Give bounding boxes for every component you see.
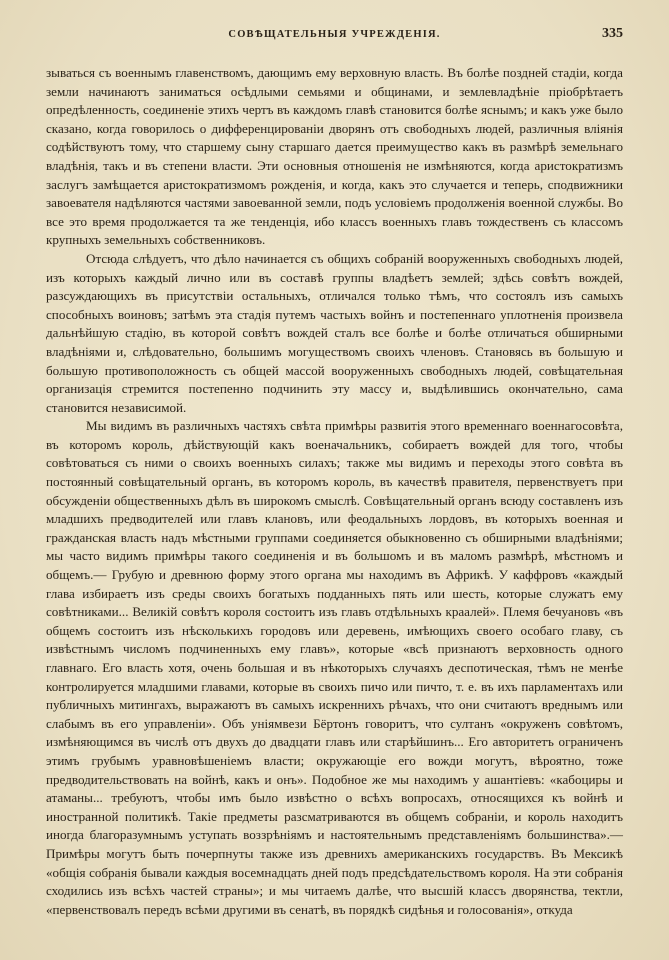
paragraph: Отсюда слѣдуетъ, что дѣло начинается съ общихъ собраній вооруженныхъ свободныхъ людей, изъ которыхъ каждый лично или въ составѣ группы владѣетъ землей; здѣсь совѣтъ вождей, разсуждающихъ въ присутствіи остальныхъ, отличался только тѣмъ, что состоялъ изъ самыхъ способныхъ воиновъ; затѣмъ эта стадія путемъ частыхъ войнъ и постепеннаго уплотненія произвела дальнѣйшую стадію, въ которой совѣтъ вождей сталъ все болѣе и болѣе отличаться обширными владѣніями и, слѣдовательно, большимъ могуществомъ своихъ членовъ. Становясь въ большую и большую противоположность съ общей массой вооруженныхъ свободныхъ людей, совѣщательная организація стремится постепенно подчинить эту массу и, выдѣлившись окончательно, сама становится независимой. xyxy=(46,250,623,415)
page-header xyxy=(46,26,623,46)
paragraph-continuation: зываться съ военнымъ главенствомъ, дающимъ ему верховную власть. Въ болѣе поздней стадіи, когда земли начинаютъ заниматься осѣдлыми семьями и общинами, и землевладѣніе пріобрѣтаетъ опредѣленность, соединеніе этихъ чертъ въ каждомъ главѣ становится болѣе яснымъ; и какъ уже было сказано, когда говорилось о дифференцированіи дворянъ отъ свободныхъ людей, различныя вліянія содѣйствуютъ тому, что старшему сыну старшаго дается преимущество какъ въ размѣрѣ земельнаго владѣнія, такъ и въ степени власти. Эти основныя отношенія не измѣняются, когда аристократизмъ заслугъ замѣщается аристократизмомъ рожденія, и когда, какъ это случается и теперь, сподвижники завоевателя надѣляются частями завоеванной земли, подъ условіемъ продолженія военной службы. Во все это время продолжается та же тенденція, ибо классъ военныхъ главъ тождественъ съ классомъ крупныхъ земельныхъ собственниковъ. xyxy=(46,65,623,248)
running-title: СОВѢЩАТЕЛЬНЫЯ УЧРЕЖДЕНІЯ. xyxy=(228,29,441,40)
page-number: 335 xyxy=(602,26,623,41)
paragraph: Мы видимъ въ различныхъ частяхъ свѣта примѣры развитія этого временнаго военнагосовѣта, въ которомъ король, дѣйствующій какъ военачальникъ, собираетъ вождей для того, чтобы совѣтоваться съ ними о своихъ военныхъ силахъ; также мы видимъ и переходы этого совѣта въ постоянный совѣщательный органъ, въ которомъ король, въ качествѣ правителя, первенствуетъ при обсужденіи общественныхъ дѣлъ въ широкомъ смыслѣ. Совѣщательный органъ всюду составленъ изъ младшихъ предводителей или главъ клановъ, или феодальныхъ лордовъ, въ которыхъ военная и гражданская власть надъ мѣстными группами соединяется обыкновенно съ обширными владѣніями; мы часто видимъ примѣры такого соединенія и въ большомъ и въ маломъ размѣрѣ, мѣстномъ и общемъ.— Грубую и древнюю форму этого органа мы находимъ въ Африкѣ. У каффровъ «каждый глава избираетъ изъ среды своихъ богатыхъ подданныхъ пять или шесть, которые служатъ ему совѣтниками... Великій совѣтъ короля состоитъ изъ главъ отдѣльныхъ краалей». Племя бечуановъ «въ общемъ состоитъ изъ нѣсколькихъ городовъ или деревень, имѣющихъ своего особаго главу, съ извѣстнымъ числомъ подчиненныхъ ему главъ», которые «всѣ признаютъ верховность одного главнаго. Его власть хотя, очень большая и въ нѣкоторыхъ случаяхъ деспотическая, тѣмъ не менѣе контролируется младшими главами, которые въ своихъ пичо или пичто, т. е. въ ихъ парламентахъ или публичныхъ митингахъ, выражаютъ въ самыхъ искреннихъ рѣчахъ, что они считаютъ вреднымъ или слабымъ въ его управленіи». Объ уніямвези Бёртонъ говоритъ, что султанъ «окруженъ совѣтомъ, измѣняющимся въ числѣ отъ двухъ до двадцати главъ или старѣйшинъ... Его авторитетъ ограниченъ этимъ грубымъ уравновѣшеніемъ власти; окружающіе его вожди могутъ, вѣроятно, тоже предводительствовать на войнѣ, какъ и онъ». Подобное же мы находимъ у ашантіевъ: «кабоциры и атаманы... требуютъ, чтобы имъ было извѣстно о всѣхъ вопросахъ, относящихся къ войнѣ и иностранной политикѣ. Такіе предметы разсматриваются въ общемъ собраніи, и король находитъ иногда благоразумнымъ уступать воззрѣніямъ и настоятельнымъ представленіямъ большинства».—Примѣры могутъ быть почерпнуты также изъ древнихъ американскихъ государствъ. Въ Мексикѣ «общія собранія бывали каждыя восемнадцать дней подъ предсѣдательствомъ короля. На эти собранія сходились изъ всѣхъ частей страны»; и мы читаемъ далѣе, что высшій классъ дворянства, тектли, «первенствовалъ передъ всѣми другими въ сенатѣ, въ порядкѣ сидѣнья и голосованія», откуда xyxy=(46,418,623,917)
body-text xyxy=(46,64,623,919)
